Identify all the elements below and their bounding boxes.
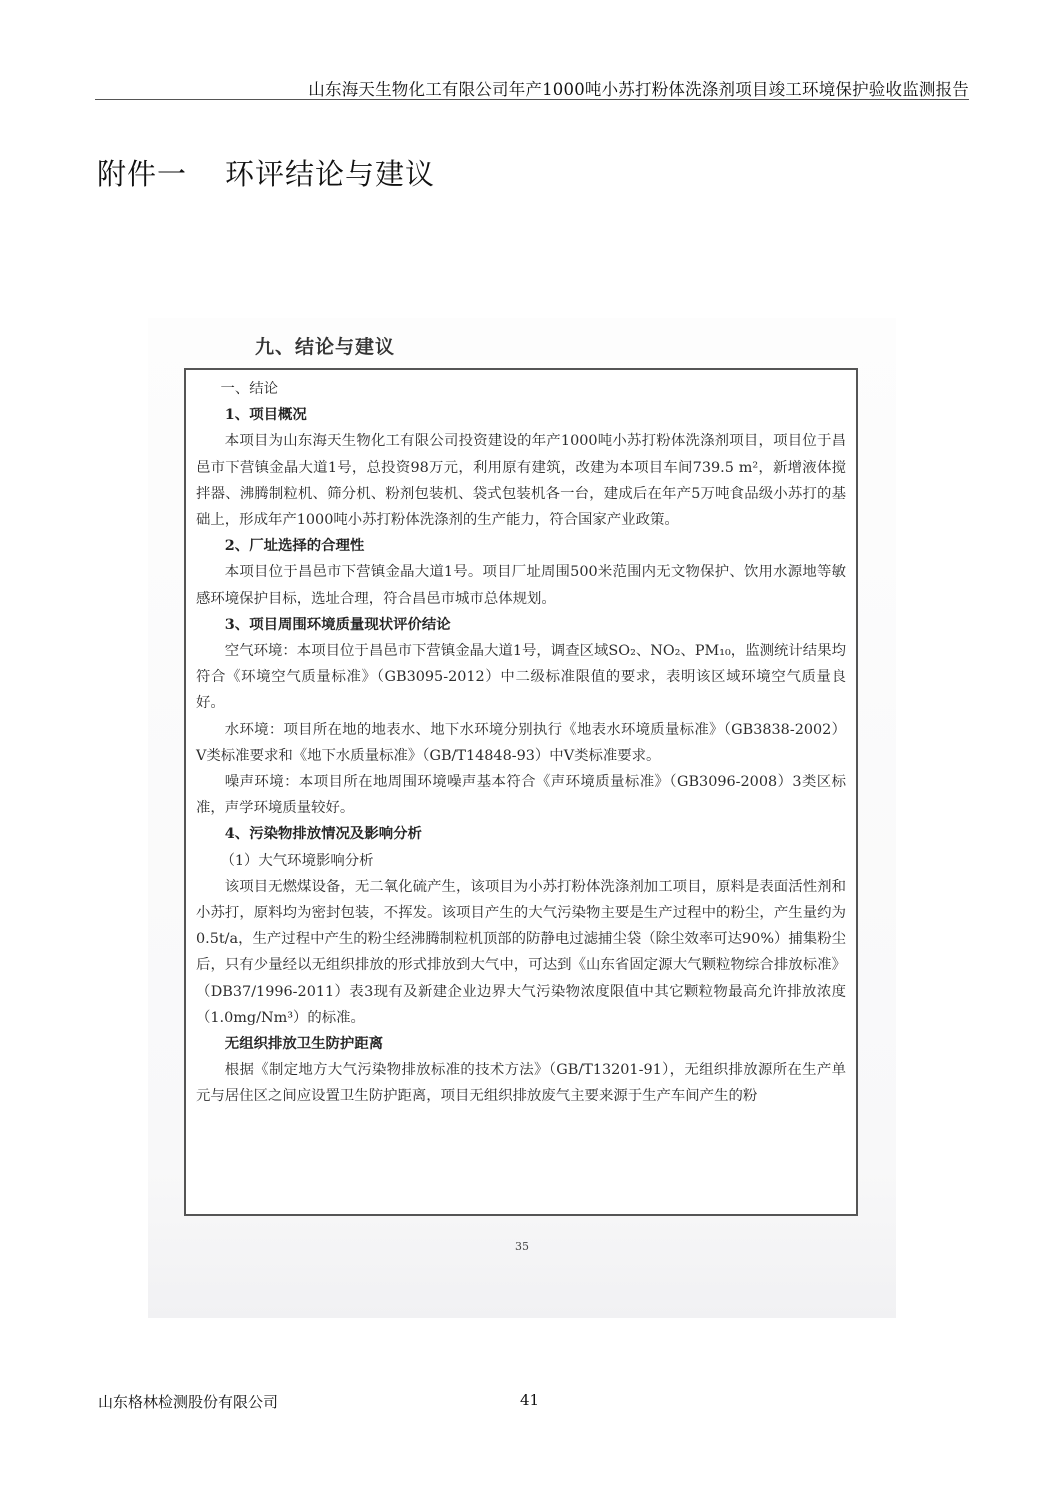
air-environment-paragraph: 空气环境：本项目位于昌邑市下营镇金晶大道1号，调查区域SO₂、NO₂、PM₁₀，监测统计结果均符合《环境空气质量标准》（GB3095-2012）中二级标准限值的要求，表明该区域环境空气质量良好。 — [196, 643, 846, 712]
scanned-page-number: 35 — [515, 1240, 529, 1253]
running-header-title: 山东海天生物化工有限公司年产1000吨小苏打粉体洗涤剂项目竣工环境保护验收监测报告 — [308, 80, 969, 99]
section-4-subheading: （1）大气环境影响分析 — [220, 852, 374, 869]
appendix-heading: 环评结论与建议 — [225, 157, 436, 191]
water-environment-paragraph: 水环境：项目所在地的地表水、地下水环境分别执行《地表水环境质量标准》（GB3838-2002）V类标准要求和《地下水质量标准》（GB/T14848-93）中V类标准要求。 — [196, 721, 846, 764]
noise-environment-paragraph: 噪声环境：本项目所在地周围环境噪声基本符合《声环境质量标准》（GB3096-2008）3类区标准，声学环境质量较好。 — [196, 774, 846, 817]
fugitive-emission-paragraph: 根据《制定地方大气污染物排放标准的技术方法》（GB/T13201-91），无组织排放源所在生产单元与居住区之间应设置卫生防护距离，项目无组织排放废气主要来源于生产车间产生的粉 — [196, 1062, 846, 1105]
fugitive-emission-heading: 无组织排放卫生防护距离 — [224, 1035, 384, 1053]
footer-company: 山东格林检测股份有限公司 — [98, 1393, 279, 1411]
air-impact-paragraph: 该项目无燃煤设备，无二氧化硫产生，该项目为小苏打粉体洗涤剂加工项目，原料是表面活性剂和小苏打，原料均为密封包装，不挥发。该项目产生的大气污染物主要是生产过程中的粉尘，产生量约为0.5t/a，生产过程中产生的粉尘经沸腾制粒机顶部的防静电过滤捕尘袋（除尘效率可达90%）捕集粉尘后，只有少量经以无组织排放的形式排放到大气中，可达到《山东省固定源大气颗粒物综合排放标准》（DB37/1996-2011）表3现有及新建企业边界大气污染物浓度限值中其它颗粒物最高允许排放浓度（1.0mg/Nm³）的标准。 — [196, 878, 846, 1026]
section-1-paragraph: 本项目为山东海天生物化工有限公司投资建设的年产1000吨小苏打粉体洗涤剂项目，项目位于昌邑市下营镇金晶大道1号，总投资98万元，利用原有建筑，改建为本项目车间739.5 m²，新增液体搅拌器、沸腾制粒机、筛分机、粉剂包装机、袋式包装机各一台，建成后在年产5万吨食品级小苏打的基础上，形成年产1000吨小苏打粉体洗涤剂的生产能力，符合国家产业政策。 — [196, 433, 846, 529]
section-3-heading: 3、项目周围环境质量现状评价结论 — [224, 615, 451, 633]
footer-page-number: 41 — [520, 1391, 540, 1409]
section-2-heading: 2、厂址选择的合理性 — [224, 537, 365, 555]
header-divider — [95, 99, 969, 100]
appendix-title — [97, 152, 435, 193]
scanned-page-image — [148, 318, 896, 1318]
conclusion-box — [184, 368, 858, 1216]
appendix-label: 附件一 — [97, 157, 188, 191]
scanned-section-heading: 九、结论与建议 — [255, 336, 396, 358]
section-2-paragraph: 本项目位于昌邑市下营镇金晶大道1号。项目厂址周围500米范围内无文物保护、饮用水源地等敏感环境保护目标，选址合理，符合昌邑市城市总体规划。 — [196, 564, 846, 607]
section-1-heading: 1、项目概况 — [224, 406, 307, 424]
section-4-heading: 4、污染物排放情况及影响分析 — [224, 825, 422, 843]
part-heading: 一、结论 — [220, 381, 279, 397]
